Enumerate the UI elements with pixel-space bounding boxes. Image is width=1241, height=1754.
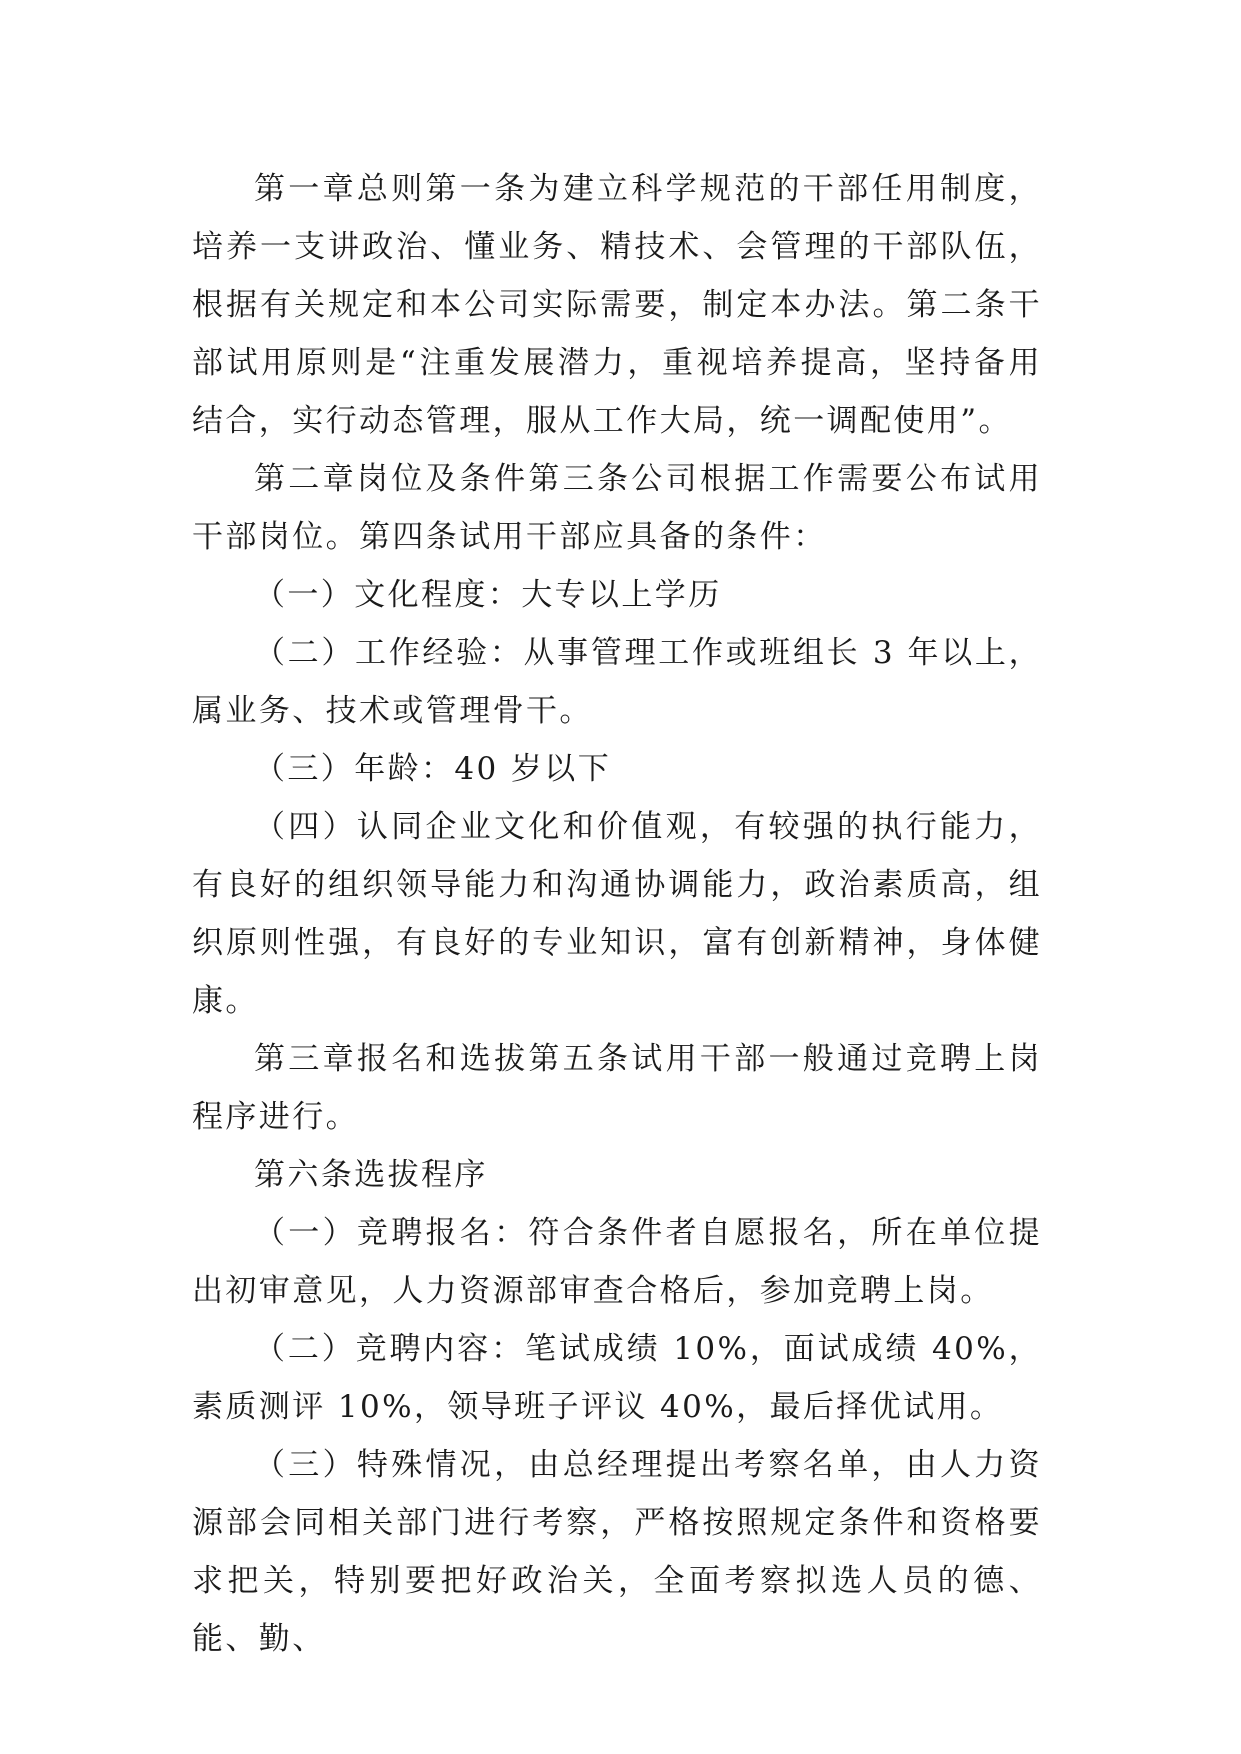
paragraph-chapter-3: 第三章报名和选拔第五条试用干部一般通过竞聘上岗程序进行。 (192, 1041, 1042, 1135)
paragraph-step-content: （二）竞聘内容：笔试成绩 10%，面试成绩 40%，素质测评 10%，领导班子评议 40%，最后择优试用。 (192, 1331, 1042, 1425)
document-body (192, 160, 1042, 1668)
paragraph-condition-quality: （四）认同企业文化和价值观，有较强的执行能力，有良好的组织领导能力和沟通协调能力，政治素质高，组织原则性强，有良好的专业知识，富有创新精神，身体健康。 (192, 809, 1042, 1019)
paragraph-step-special: （三）特殊情况，由总经理提出考察名单，由人力资源部会同相关部门进行考察，严格按照规定条件和资格要求把关，特别要把好政治关，全面考察拟选人员的德、能、勤、 (192, 1447, 1042, 1657)
paragraph-article-6: 第六条选拔程序 (254, 1157, 488, 1193)
paragraph-chapter-1: 第一章总则第一条为建立科学规范的干部任用制度，培养一支讲政治、懂业务、精技术、会管理的干部队伍，根据有关规定和本公司实际需要，制定本办法。第二条干部试用原则是“注重发展潜力，重视培养提高，坚持备用结合，实行动态管理，服从工作大局，统一调配使用”。 (192, 171, 1042, 439)
paragraph-condition-experience: （二）工作经验：从事管理工作或班组长 3 年以上，属业务、技术或管理骨干。 (192, 635, 1042, 729)
paragraph-condition-age: （三）年龄：40 岁以下 (254, 751, 612, 787)
paragraph-chapter-2: 第二章岗位及条件第三条公司根据工作需要公布试用干部岗位。第四条试用干部应具备的条件： (192, 461, 1042, 555)
paragraph-step-registration: （一）竞聘报名：符合条件者自愿报名，所在单位提出初审意见，人力资源部审查合格后，参加竞聘上岗。 (192, 1215, 1042, 1309)
paragraph-condition-education: （一）文化程度：大专以上学历 (254, 577, 722, 613)
